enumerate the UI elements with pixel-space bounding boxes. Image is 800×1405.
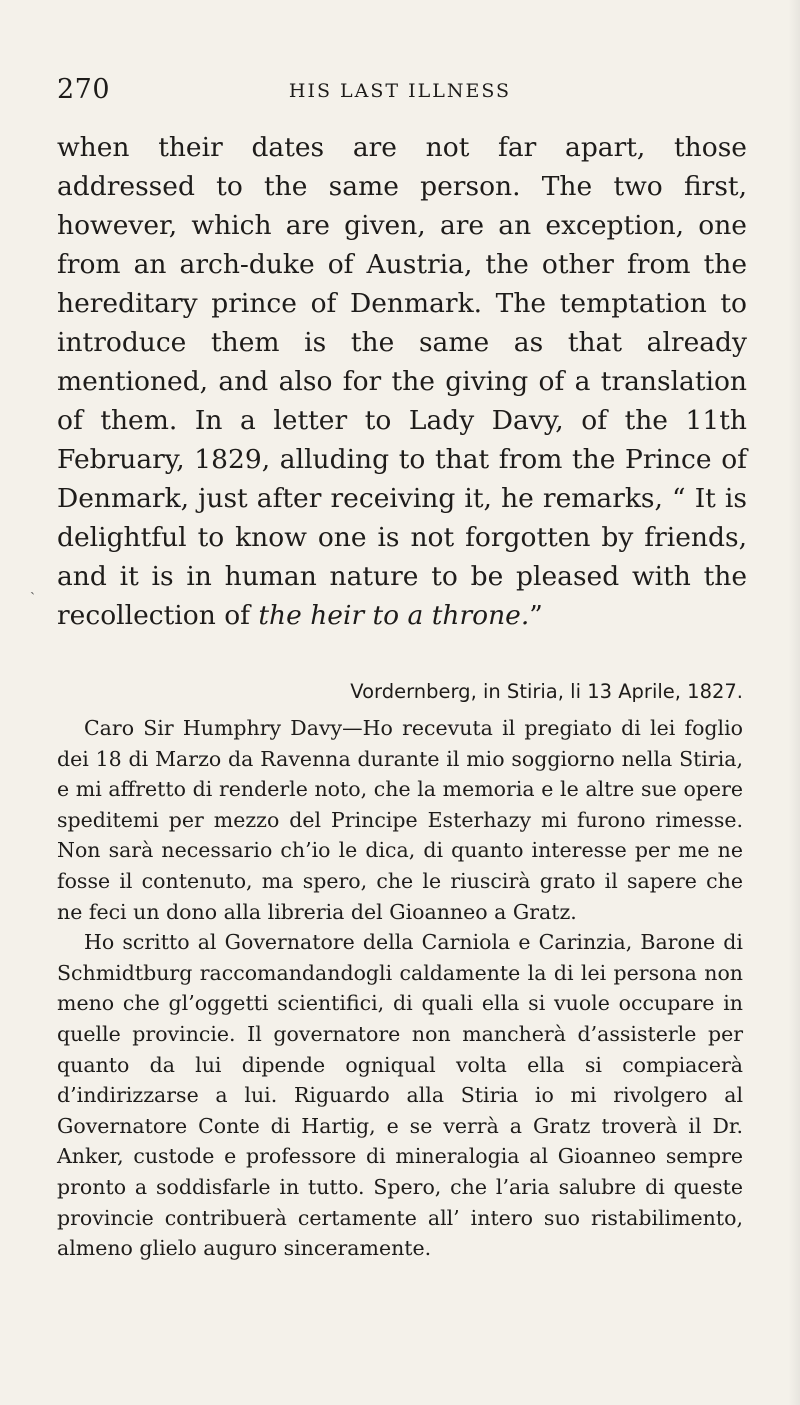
letter-paragraph-2: Ho scritto al Governatore della Carniola e Carinzia, Barone di Schmidtburg raccomandandogli caldamente la di lei persona non meno che gl’oggetti scientifici, di quali ella si vuole occupare in quelle provincie. Il governatore non mancherà d’assisterle per quanto da lui dipende ogniqual volta ella si compiacerà d’indirizzarse a lui. Riguardo alla Stiria io mi rivolgero al Governatore Conte di Hartig, e se verrà a Gratz troverà il Dr. Anker, custode e professore di mineralogia al Gioanneo sempre pronto a soddisfarle in tutto. Spero, che l’aria salubre di queste provincie contribuerà certamente all’ intero suo ristabilimento, almeno glielo auguro sinceramente.: [57, 930, 743, 1261]
page-header: [57, 72, 743, 112]
page-number: 270: [57, 74, 111, 105]
body-paragraph: [57, 128, 747, 635]
quoted-letter: [57, 677, 743, 1264]
running-head: HIS LAST ILLNESS: [288, 80, 512, 102]
italic-quote: the heir to a throne.: [258, 600, 530, 631]
page-edge-shadow: [788, 0, 800, 1405]
closing-quote: ”: [529, 600, 543, 631]
letter-dateline: Vordernberg, in Stiria, li 13 Aprile, 1827.: [350, 680, 743, 703]
letter-paragraph-1: Caro Sir Humphry Davy—Ho recevuta il pregiato di lei foglio dei 18 di Marzo da Ravenna durante il mio soggiorno nella Stiria, e mi affretto di renderle noto, che la memoria e le altre sue opere speditemi per mezzo del Principe Esterhazy mi furono rimesse. Non sarà necessario ch’io le dica, di quanto interesse per me ne fosse il contenuto, ma spero, che le riuscirà grato il sapere che ne feci un dono alla libreria del Gioanneo a Gratz.: [57, 716, 743, 924]
main-text: [57, 128, 747, 635]
body-paragraph-text: when their dates are not far apart, those addressed to the same person. The two first, however, which are given, are an exception, one from an arch-duke of Austria, the other from the hereditary prince of Denmark. The temptation to introduce them is the same as that already mentioned, and also for the giving of a translation of them. In a letter to Lady Davy, of the 11th February, 1829, alluding to that from the Prince of Denmark, just after receiving it, he remarks, “ It is delightful to know one is not forgotten by friends, and it is in human nature to be pleased with the recollection of: [57, 132, 747, 631]
margin-mark: ˴: [30, 582, 35, 600]
